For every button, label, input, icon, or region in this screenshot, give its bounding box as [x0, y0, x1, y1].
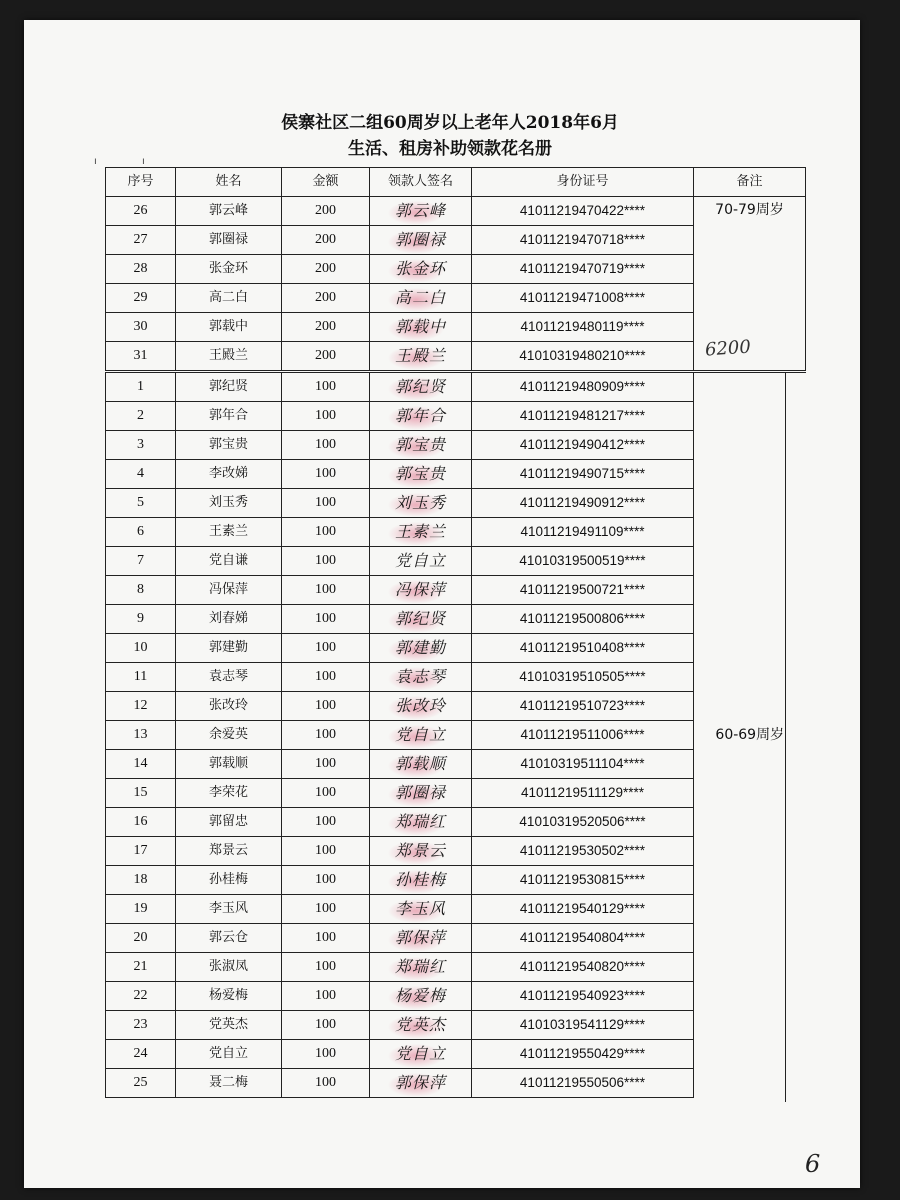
person-name: 郭留忠	[176, 808, 282, 837]
signature: 郭年合	[370, 402, 472, 431]
id-number: 41011219500806****	[472, 605, 694, 634]
row-number: 8	[106, 576, 176, 605]
id-number: 41011219491109****	[472, 518, 694, 547]
amount: 100	[282, 431, 370, 460]
id-number: 41011219490912****	[472, 489, 694, 518]
row-number: 3	[106, 431, 176, 460]
amount: 100	[282, 895, 370, 924]
amount: 100	[282, 1069, 370, 1098]
person-name: 郭载中	[176, 313, 282, 342]
person-name: 聂二梅	[176, 1069, 282, 1098]
id-number: 41010319520506****	[472, 808, 694, 837]
id-number: 41011219471008****	[472, 284, 694, 313]
amount: 100	[282, 837, 370, 866]
amount: 200	[282, 284, 370, 313]
amount: 100	[282, 953, 370, 982]
row-number: 18	[106, 866, 176, 895]
signature: 杨爱梅	[370, 982, 472, 1011]
roster-table	[105, 167, 806, 1098]
amount: 100	[282, 982, 370, 1011]
person-name: 郭纪贤	[176, 372, 282, 402]
id-number: 41011219540923****	[472, 982, 694, 1011]
person-name: 党自立	[176, 1040, 282, 1069]
person-name: 李改娣	[176, 460, 282, 489]
row-number: 26	[106, 197, 176, 226]
signature: 党自立	[370, 721, 472, 750]
person-name: 党英杰	[176, 1011, 282, 1040]
id-number: 41011219530502****	[472, 837, 694, 866]
amount: 100	[282, 547, 370, 576]
id-number: 41011219481217****	[472, 402, 694, 431]
row-number: 25	[106, 1069, 176, 1098]
signature: 李玉风	[370, 895, 472, 924]
person-name: 王素兰	[176, 518, 282, 547]
signature: 郭圈禄	[370, 226, 472, 255]
row-number: 23	[106, 1011, 176, 1040]
remark-text: 70-79周岁	[715, 202, 784, 218]
signature: 郑瑞红	[370, 953, 472, 982]
person-name: 刘春娣	[176, 605, 282, 634]
signature: 郑景云	[370, 837, 472, 866]
id-number: 41010319510505****	[472, 663, 694, 692]
remark-extension-line	[785, 372, 786, 1102]
person-name: 李荣花	[176, 779, 282, 808]
row-number: 16	[106, 808, 176, 837]
id-number: 41011219480909****	[472, 372, 694, 402]
amount: 100	[282, 402, 370, 431]
amount: 100	[282, 1040, 370, 1069]
signature: 郭纪贤	[370, 605, 472, 634]
signature: 郭纪贤	[370, 372, 472, 402]
header-id: 身份证号	[472, 168, 694, 197]
row-number: 19	[106, 895, 176, 924]
row-number: 5	[106, 489, 176, 518]
id-number: 41011219490715****	[472, 460, 694, 489]
amount: 100	[282, 634, 370, 663]
person-name: 郭年合	[176, 402, 282, 431]
id-number: 41011219511006****	[472, 721, 694, 750]
id-number: 41010319511104****	[472, 750, 694, 779]
row-number: 12	[106, 692, 176, 721]
amount: 100	[282, 1011, 370, 1040]
signature: 郑瑞红	[370, 808, 472, 837]
person-name: 王殿兰	[176, 342, 282, 372]
person-name: 孙桂梅	[176, 866, 282, 895]
person-name: 张淑凤	[176, 953, 282, 982]
document-subtitle: 生活、租房补助领款花名册	[348, 139, 552, 159]
id-number: 41011219540129****	[472, 895, 694, 924]
signature: 郭宝贵	[370, 431, 472, 460]
signature: 郭云峰	[370, 197, 472, 226]
id-number: 41011219490412****	[472, 431, 694, 460]
amount: 200	[282, 255, 370, 284]
id-number: 41010319480210****	[472, 342, 694, 372]
person-name: 郭建勤	[176, 634, 282, 663]
row-number: 10	[106, 634, 176, 663]
row-number: 27	[106, 226, 176, 255]
amount: 200	[282, 342, 370, 372]
row-number: 17	[106, 837, 176, 866]
amount: 100	[282, 779, 370, 808]
stray-mark: ı	[142, 156, 145, 167]
row-number: 20	[106, 924, 176, 953]
table-row	[106, 372, 806, 402]
header-remark: 备注	[694, 168, 806, 197]
person-name: 袁志琴	[176, 663, 282, 692]
row-number: 14	[106, 750, 176, 779]
person-name: 郭云峰	[176, 197, 282, 226]
row-number: 4	[106, 460, 176, 489]
amount: 100	[282, 721, 370, 750]
signature: 高二白	[370, 284, 472, 313]
amount: 100	[282, 692, 370, 721]
signature: 王素兰	[370, 518, 472, 547]
person-name: 余爱英	[176, 721, 282, 750]
row-number: 21	[106, 953, 176, 982]
amount: 100	[282, 750, 370, 779]
id-number: 41011219550506****	[472, 1069, 694, 1098]
amount: 100	[282, 808, 370, 837]
amount: 200	[282, 313, 370, 342]
amount: 100	[282, 605, 370, 634]
person-name: 郭宝贵	[176, 431, 282, 460]
id-number: 41011219470719****	[472, 255, 694, 284]
row-number: 13	[106, 721, 176, 750]
stray-mark: ı	[94, 156, 97, 167]
row-number: 22	[106, 982, 176, 1011]
handwritten-total: 6200	[704, 336, 752, 361]
person-name: 郭云仓	[176, 924, 282, 953]
amount: 100	[282, 372, 370, 402]
signature: 党自立	[370, 1040, 472, 1069]
row-number: 30	[106, 313, 176, 342]
amount: 100	[282, 576, 370, 605]
row-number: 24	[106, 1040, 176, 1069]
person-name: 刘玉秀	[176, 489, 282, 518]
person-name: 杨爱梅	[176, 982, 282, 1011]
amount: 100	[282, 924, 370, 953]
id-number: 41011219480119****	[472, 313, 694, 342]
header-no: 序号	[106, 168, 176, 197]
page-number: 6	[805, 1150, 821, 1178]
signature: 郭载顺	[370, 750, 472, 779]
signature: 王殿兰	[370, 342, 472, 372]
amount: 200	[282, 197, 370, 226]
table-row	[106, 197, 806, 226]
id-number: 41011219510723****	[472, 692, 694, 721]
amount: 100	[282, 663, 370, 692]
signature: 袁志琴	[370, 663, 472, 692]
person-name: 党自谦	[176, 547, 282, 576]
row-number: 31	[106, 342, 176, 372]
header-name: 姓名	[176, 168, 282, 197]
header-signature: 领款人签名	[370, 168, 472, 197]
signature: 郭载中	[370, 313, 472, 342]
amount: 100	[282, 518, 370, 547]
signature: 郭保萍	[370, 924, 472, 953]
person-name: 张改玲	[176, 692, 282, 721]
person-name: 张金环	[176, 255, 282, 284]
row-number: 29	[106, 284, 176, 313]
signature: 刘玉秀	[370, 489, 472, 518]
header-row	[106, 168, 806, 197]
row-number: 15	[106, 779, 176, 808]
id-number: 41011219500721****	[472, 576, 694, 605]
amount: 200	[282, 226, 370, 255]
person-name: 郭载顺	[176, 750, 282, 779]
row-number: 1	[106, 372, 176, 402]
signature: 党英杰	[370, 1011, 472, 1040]
id-number: 41011219550429****	[472, 1040, 694, 1069]
id-number: 41011219511129****	[472, 779, 694, 808]
amount: 100	[282, 489, 370, 518]
document-title: 侯寨社区二组60周岁以上老年人2018年6月	[281, 113, 619, 133]
amount: 100	[282, 866, 370, 895]
id-number: 41011219510408****	[472, 634, 694, 663]
row-number: 28	[106, 255, 176, 284]
id-number: 41010319500519****	[472, 547, 694, 576]
id-number: 41011219530815****	[472, 866, 694, 895]
signature: 郭宝贵	[370, 460, 472, 489]
signature: 党自立	[370, 547, 472, 576]
person-name: 郭圈禄	[176, 226, 282, 255]
signature: 张金环	[370, 255, 472, 284]
row-number: 2	[106, 402, 176, 431]
person-name: 郑景云	[176, 837, 282, 866]
row-number: 11	[106, 663, 176, 692]
id-number: 41011219470422****	[472, 197, 694, 226]
signature: 郭圈禄	[370, 779, 472, 808]
id-number: 41011219540804****	[472, 924, 694, 953]
person-name: 李玉风	[176, 895, 282, 924]
amount: 100	[282, 460, 370, 489]
row-number: 6	[106, 518, 176, 547]
signature: 郭建勤	[370, 634, 472, 663]
id-number: 41010319541129****	[472, 1011, 694, 1040]
signature: 冯保萍	[370, 576, 472, 605]
person-name: 冯保萍	[176, 576, 282, 605]
row-number: 7	[106, 547, 176, 576]
row-number: 9	[106, 605, 176, 634]
signature: 张改玲	[370, 692, 472, 721]
signature: 郭保萍	[370, 1069, 472, 1098]
id-number: 41011219540820****	[472, 953, 694, 982]
signature: 孙桂梅	[370, 866, 472, 895]
remark-group-60-69: 60-69周岁	[694, 372, 806, 1098]
id-number: 41011219470718****	[472, 226, 694, 255]
header-amount: 金额	[282, 168, 370, 197]
person-name: 高二白	[176, 284, 282, 313]
